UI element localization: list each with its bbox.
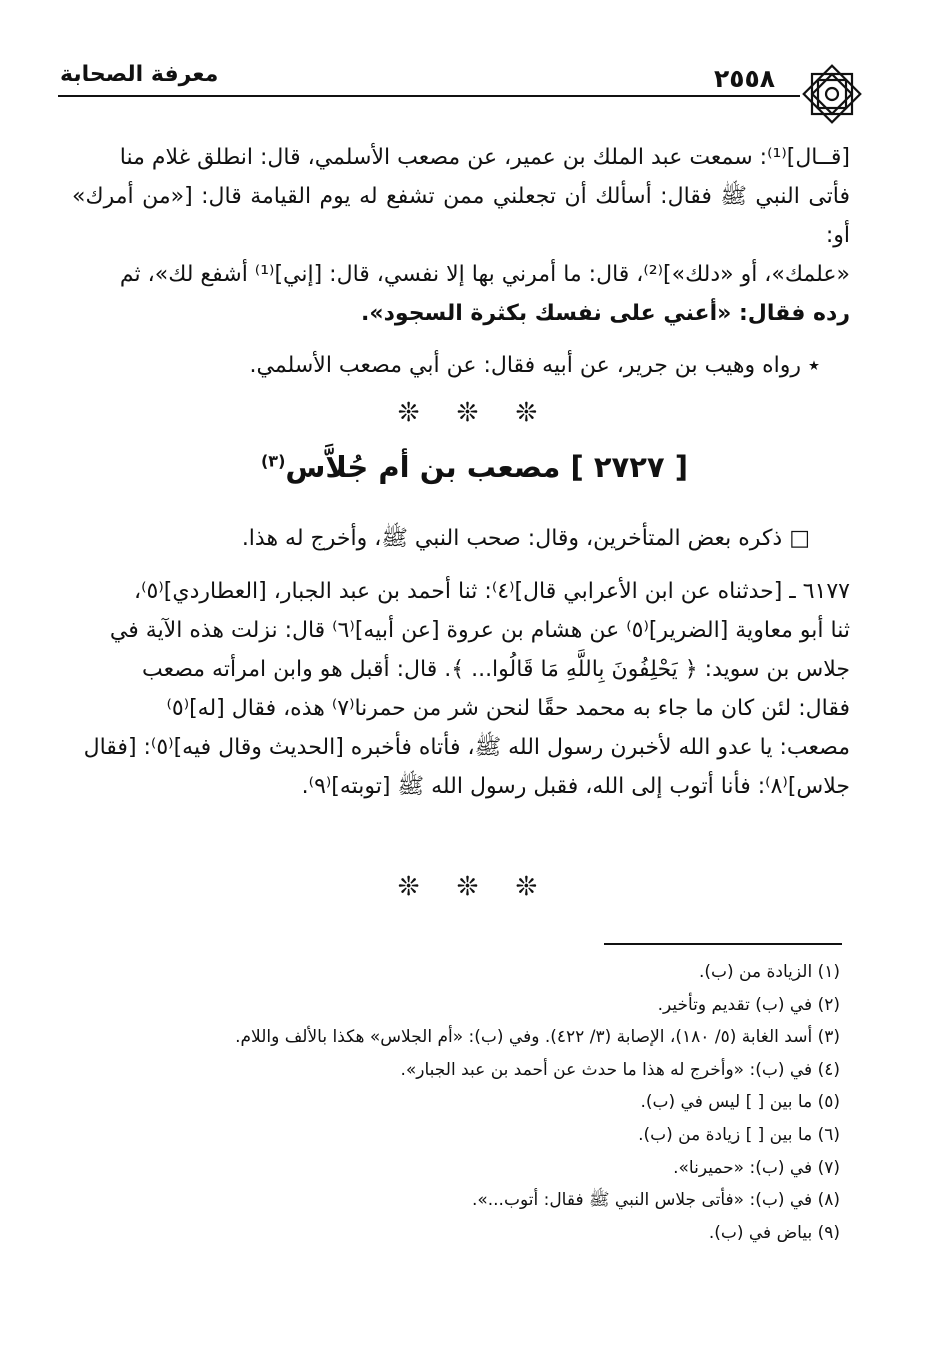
footnote: (٣) أسد الغابة (٥/ ١٨٠)، الإصابة (٣/ ٤٢٢). وفي (ب): «أم الجلاس» هكذا بالألف واللام. — [235, 1027, 840, 1048]
footnote: (٢) في (ب) تقديم وتأخير. — [657, 994, 840, 1015]
hadith-line: ٦١٧٧ ـ [حدثناه عن ابن الأعرابي قال]⁽٤⁾: ثنا أحمد بن عبد الجبار، [العطاردي]⁽٥⁾، — [134, 579, 850, 604]
section-separator: ❊ ❊ ❊ — [397, 398, 552, 428]
hadith-line: فقال: لئن كان ما جاء به محمد حقًا لنحن شر من حمرنا⁽٧⁾ هذه، فقال [له]⁽٥⁾ — [166, 696, 850, 721]
hadith-paragraph — [72, 572, 850, 806]
header-rule — [58, 95, 800, 97]
page-number: ٢٥٥٨ — [714, 64, 776, 93]
footnote: (٨) في (ب): «فأتى جلاس النبي ﷺ فقال: أتوب...». — [471, 1190, 840, 1211]
hadith-line: جلاس بن سويد: ﴿ يَحْلِفُونَ بِاللَّهِ مَا قَالُوا... ﴾. قال: أقبل هو وابن امرأته مصعب — [141, 657, 850, 682]
hadith-line: جلاس]⁽٨⁾: فأنا أتوب إلى الله، فقبل رسول الله ﷺ [توبته]⁽٩⁾. — [301, 774, 850, 799]
intro-line: رده فقال: «أعني على نفسك بكثرة السجود». — [361, 301, 850, 326]
entry-heading-footnote-ref: (٣) — [260, 451, 286, 471]
footnote: (٧) في (ب): «حميرنا». — [673, 1157, 840, 1178]
footnote: (٩) بياض في (ب). — [708, 1222, 840, 1243]
footnote-rule — [604, 943, 842, 945]
intro-line: [قــال]⁽¹⁾: سمعت عبد الملك بن عمير، عن مصعب الأسلمي، قال: انطلق غلام منا — [119, 145, 850, 170]
intro-paragraph — [72, 138, 850, 333]
entry-heading-text: [ ٢٧٢٧ ] مصعب بن أم جُلاَّس — [285, 450, 688, 484]
entry-mention-text: □ ذكره بعض المتأخرين، وقال: صحب النبي ﷺ، وأخرج له هذا. — [241, 526, 810, 551]
star-ornament-icon — [796, 58, 868, 130]
footnotes — [110, 956, 840, 1249]
footnote: (٥) ما بين [ ] ليس في (ب). — [640, 1092, 840, 1113]
entry-heading — [0, 450, 949, 484]
footnote: (١) الزيادة من (ب). — [698, 962, 840, 982]
intro-line: «علمك»، أو «دلك»]⁽²⁾، قال: ما أمرني بها إلا نفسي، قال: [إني]⁽¹⁾ أشفع لك»، ثم — [119, 262, 850, 287]
hadith-line: ثنا أبو معاوية [الضرير]⁽٥⁾ عن هشام بن عروة [عن أبيه]⁽٦⁾ قال: نزلت هذه الآية في — [109, 618, 850, 643]
running-title: معرفة الصحابة — [60, 62, 219, 87]
hadith-line: مصعب: يا عدو الله لأخبرن رسول الله ﷺ، فأتاه فأخبره [الحديث وقال فيه]⁽٥⁾: [فقال — [83, 735, 850, 760]
section-separator: ❊ ❊ ❊ — [397, 872, 552, 902]
entry-mention — [160, 519, 810, 558]
narration-note — [120, 346, 820, 385]
footnote: (٤) في (ب): «وأخرج له هذا ما حدث عن أحمد بن عبد الجبار». — [400, 1059, 840, 1080]
footnote: (٦) ما بين [ ] زيادة من (ب). — [638, 1124, 840, 1145]
narration-note-text: ٭ رواه وهيب بن جرير، عن أبيه فقال: عن أبي مصعب الأسلمي. — [249, 353, 820, 378]
intro-line: فأتى النبي ﷺ فقال: أسألك أن تجعلني ممن تشفع له يوم القيامة قال: [«من أمرك» أو: — [72, 184, 850, 248]
